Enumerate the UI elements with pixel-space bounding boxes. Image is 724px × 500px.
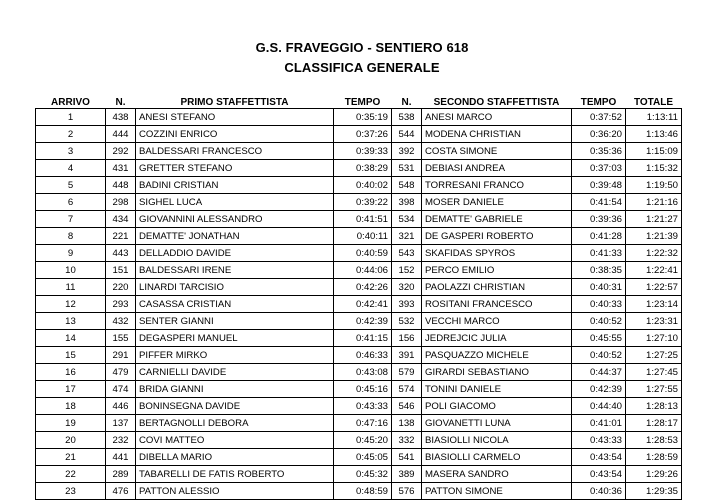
arrivo-cell: 1 [36, 109, 106, 126]
arrivo-cell: 2 [36, 126, 106, 143]
secondo-name-cell: TONINI DANIELE [422, 381, 572, 398]
totale-cell: 1:27:25 [626, 347, 682, 364]
totale-cell: 1:27:55 [626, 381, 682, 398]
tempo-secondo-cell: 0:39:36 [572, 211, 626, 228]
tempo-primo-cell: 0:39:33 [334, 143, 392, 160]
bib-number-cell: 289 [106, 466, 136, 483]
arrivo-cell: 3 [36, 143, 106, 160]
secondo-name-cell: ROSITANI FRANCESCO [422, 296, 572, 313]
primo-name-cell: GRETTER STEFANO [136, 160, 334, 177]
table-row [36, 211, 682, 228]
header-arrivo: ARRIVO [51, 97, 90, 108]
secondo-name-cell: JEDREJCIC JULIA [422, 330, 572, 347]
table-row [36, 313, 682, 330]
arrivo-cell: 7 [36, 211, 106, 228]
tempo-primo-cell: 0:44:06 [334, 262, 392, 279]
primo-name-cell: PATTON ALESSIO [136, 483, 334, 500]
totale-cell: 1:27:10 [626, 330, 682, 347]
tempo-secondo-cell: 0:40:52 [572, 313, 626, 330]
tempo-primo-cell: 0:40:02 [334, 177, 392, 194]
secondo-name-cell: DE GASPERI ROBERTO [422, 228, 572, 245]
bib-number-cell: 432 [106, 313, 136, 330]
primo-name-cell: BONINSEGNA DAVIDE [136, 398, 334, 415]
document-title: G.S. FRAVEGGIO - SENTIERO 618 [255, 40, 469, 55]
secondo-name-cell: GIRARDI SEBASTIANO [422, 364, 572, 381]
bib-number-cell: 531 [392, 160, 422, 177]
bib-number-cell: 232 [106, 432, 136, 449]
totale-cell: 1:13:11 [626, 109, 682, 126]
table-row [36, 262, 682, 279]
bib-number-cell: 389 [392, 466, 422, 483]
totale-cell: 1:28:59 [626, 449, 682, 466]
primo-name-cell: PIFFER MIRKO [136, 347, 334, 364]
bib-number-cell: 548 [392, 177, 422, 194]
table-header-row [36, 94, 682, 109]
bib-number-cell: 320 [392, 279, 422, 296]
tempo-primo-cell: 0:45:20 [334, 432, 392, 449]
header-tempo-2: TEMPO [580, 97, 617, 108]
tempo-secondo-cell: 0:41:54 [572, 194, 626, 211]
tempo-primo-cell: 0:40:59 [334, 245, 392, 262]
tempo-secondo-cell: 0:41:33 [572, 245, 626, 262]
bib-number-cell: 156 [392, 330, 422, 347]
primo-name-cell: LINARDI TARCISIO [136, 279, 334, 296]
arrivo-cell: 4 [36, 160, 106, 177]
tempo-secondo-cell: 0:40:36 [572, 483, 626, 500]
arrivo-cell: 9 [36, 245, 106, 262]
tempo-primo-cell: 0:38:29 [334, 160, 392, 177]
table-row [36, 279, 682, 296]
bib-number-cell: 574 [392, 381, 422, 398]
totale-cell: 1:22:32 [626, 245, 682, 262]
bib-number-cell: 398 [392, 194, 422, 211]
arrivo-cell: 19 [36, 415, 106, 432]
table-row [36, 466, 682, 483]
secondo-name-cell: BIASIOLLI CARMELO [422, 449, 572, 466]
tempo-secondo-cell: 0:37:03 [572, 160, 626, 177]
tempo-secondo-cell: 0:43:33 [572, 432, 626, 449]
totale-cell: 1:21:27 [626, 211, 682, 228]
tempo-primo-cell: 0:42:39 [334, 313, 392, 330]
bib-number-cell: 298 [106, 194, 136, 211]
tempo-primo-cell: 0:39:22 [334, 194, 392, 211]
totale-cell: 1:21:39 [626, 228, 682, 245]
bib-number-cell: 534 [392, 211, 422, 228]
bib-number-cell: 474 [106, 381, 136, 398]
tempo-secondo-cell: 0:40:33 [572, 296, 626, 313]
tempo-secondo-cell: 0:45:55 [572, 330, 626, 347]
bib-number-cell: 476 [106, 483, 136, 500]
tempo-primo-cell: 0:47:16 [334, 415, 392, 432]
arrivo-cell: 16 [36, 364, 106, 381]
secondo-name-cell: VECCHI MARCO [422, 313, 572, 330]
table-row [36, 415, 682, 432]
totale-cell: 1:22:41 [626, 262, 682, 279]
secondo-name-cell: GIOVANETTI LUNA [422, 415, 572, 432]
tempo-primo-cell: 0:35:19 [334, 109, 392, 126]
totale-cell: 1:27:45 [626, 364, 682, 381]
arrivo-cell: 17 [36, 381, 106, 398]
bib-number-cell: 448 [106, 177, 136, 194]
bib-number-cell: 544 [392, 126, 422, 143]
bib-number-cell: 479 [106, 364, 136, 381]
totale-cell: 1:21:16 [626, 194, 682, 211]
secondo-name-cell: COSTA SIMONE [422, 143, 572, 160]
table-row [36, 177, 682, 194]
totale-cell: 1:29:26 [626, 466, 682, 483]
secondo-name-cell: SKAFIDAS SPYROS [422, 245, 572, 262]
arrivo-cell: 14 [36, 330, 106, 347]
secondo-name-cell: PERCO EMILIO [422, 262, 572, 279]
tempo-primo-cell: 0:41:15 [334, 330, 392, 347]
primo-name-cell: TABARELLI DE FATIS ROBERTO [136, 466, 334, 483]
results-table [35, 94, 682, 500]
bib-number-cell: 152 [392, 262, 422, 279]
tempo-secondo-cell: 0:40:31 [572, 279, 626, 296]
tempo-secondo-cell: 0:43:54 [572, 449, 626, 466]
totale-cell: 1:28:17 [626, 415, 682, 432]
arrivo-cell: 10 [36, 262, 106, 279]
header-tempo-1: TEMPO [344, 97, 381, 108]
bib-number-cell: 438 [106, 109, 136, 126]
primo-name-cell: SENTER GIANNI [136, 313, 334, 330]
arrivo-cell: 23 [36, 483, 106, 500]
document-subtitle: CLASSIFICA GENERALE [284, 60, 440, 75]
arrivo-cell: 18 [36, 398, 106, 415]
totale-cell: 1:28:53 [626, 432, 682, 449]
tempo-primo-cell: 0:45:16 [334, 381, 392, 398]
table-row [36, 330, 682, 347]
tempo-secondo-cell: 0:42:39 [572, 381, 626, 398]
secondo-name-cell: MODENA CHRISTIAN [422, 126, 572, 143]
primo-name-cell: BALDESSARI FRANCESCO [136, 143, 334, 160]
bib-number-cell: 546 [392, 398, 422, 415]
secondo-name-cell: PASQUAZZO MICHELE [422, 347, 572, 364]
totale-cell: 1:23:14 [626, 296, 682, 313]
primo-name-cell: DEMATTE' JONATHAN [136, 228, 334, 245]
arrivo-cell: 12 [36, 296, 106, 313]
table-body [36, 109, 682, 500]
primo-name-cell: BALDESSARI IRENE [136, 262, 334, 279]
table-row [36, 143, 682, 160]
bib-number-cell: 293 [106, 296, 136, 313]
tempo-primo-cell: 0:43:33 [334, 398, 392, 415]
tempo-secondo-cell: 0:39:48 [572, 177, 626, 194]
arrivo-cell: 8 [36, 228, 106, 245]
tempo-secondo-cell: 0:41:28 [572, 228, 626, 245]
tempo-primo-cell: 0:45:32 [334, 466, 392, 483]
header-number-1: N. [115, 97, 126, 108]
secondo-name-cell: DEBIASI ANDREA [422, 160, 572, 177]
tempo-secondo-cell: 0:44:37 [572, 364, 626, 381]
arrivo-cell: 13 [36, 313, 106, 330]
table-row [36, 432, 682, 449]
bib-number-cell: 291 [106, 347, 136, 364]
secondo-name-cell: MOSER DANIELE [422, 194, 572, 211]
tempo-primo-cell: 0:46:33 [334, 347, 392, 364]
table-row [36, 296, 682, 313]
secondo-name-cell: MASERA SANDRO [422, 466, 572, 483]
secondo-name-cell: TORRESANI FRANCO [422, 177, 572, 194]
primo-name-cell: BRIDA GIANNI [136, 381, 334, 398]
header-primo-staffettista: PRIMO STAFFETTISTA [180, 97, 289, 108]
table-row [36, 449, 682, 466]
bib-number-cell: 532 [392, 313, 422, 330]
secondo-name-cell: DEMATTE' GABRIELE [422, 211, 572, 228]
table-row [36, 347, 682, 364]
bib-number-cell: 538 [392, 109, 422, 126]
totale-cell: 1:29:35 [626, 483, 682, 500]
bib-number-cell: 444 [106, 126, 136, 143]
secondo-name-cell: BIASIOLLI NICOLA [422, 432, 572, 449]
primo-name-cell: ANESI STEFANO [136, 109, 334, 126]
bib-number-cell: 441 [106, 449, 136, 466]
arrivo-cell: 15 [36, 347, 106, 364]
arrivo-cell: 11 [36, 279, 106, 296]
tempo-secondo-cell: 0:40:52 [572, 347, 626, 364]
bib-number-cell: 138 [392, 415, 422, 432]
arrivo-cell: 20 [36, 432, 106, 449]
table-row [36, 381, 682, 398]
totale-cell: 1:19:50 [626, 177, 682, 194]
secondo-name-cell: POLI GIACOMO [422, 398, 572, 415]
tempo-primo-cell: 0:45:05 [334, 449, 392, 466]
primo-name-cell: DEGASPERI MANUEL [136, 330, 334, 347]
header-number-2: N. [401, 97, 412, 108]
table-row [36, 194, 682, 211]
tempo-secondo-cell: 0:41:01 [572, 415, 626, 432]
totale-cell: 1:15:09 [626, 143, 682, 160]
bib-number-cell: 332 [392, 432, 422, 449]
primo-name-cell: CASASSA CRISTIAN [136, 296, 334, 313]
tempo-primo-cell: 0:42:41 [334, 296, 392, 313]
arrivo-cell: 21 [36, 449, 106, 466]
bib-number-cell: 543 [392, 245, 422, 262]
arrivo-cell: 22 [36, 466, 106, 483]
totale-cell: 1:23:31 [626, 313, 682, 330]
table-row [36, 126, 682, 143]
bib-number-cell: 155 [106, 330, 136, 347]
bib-number-cell: 391 [392, 347, 422, 364]
bib-number-cell: 576 [392, 483, 422, 500]
tempo-primo-cell: 0:41:51 [334, 211, 392, 228]
bib-number-cell: 292 [106, 143, 136, 160]
bib-number-cell: 221 [106, 228, 136, 245]
bib-number-cell: 393 [392, 296, 422, 313]
bib-number-cell: 151 [106, 262, 136, 279]
header-secondo-staffettista: SECONDO STAFFETTISTA [433, 97, 560, 108]
tempo-secondo-cell: 0:38:35 [572, 262, 626, 279]
primo-name-cell: DIBELLA MARIO [136, 449, 334, 466]
secondo-name-cell: PATTON SIMONE [422, 483, 572, 500]
primo-name-cell: BERTAGNOLLI DEBORA [136, 415, 334, 432]
bib-number-cell: 431 [106, 160, 136, 177]
primo-name-cell: COVI MATTEO [136, 432, 334, 449]
primo-name-cell: BADINI CRISTIAN [136, 177, 334, 194]
bib-number-cell: 434 [106, 211, 136, 228]
primo-name-cell: COZZINI ENRICO [136, 126, 334, 143]
tempo-secondo-cell: 0:37:52 [572, 109, 626, 126]
table-row [36, 398, 682, 415]
arrivo-cell: 5 [36, 177, 106, 194]
table-row [36, 364, 682, 381]
tempo-primo-cell: 0:43:08 [334, 364, 392, 381]
bib-number-cell: 443 [106, 245, 136, 262]
tempo-secondo-cell: 0:35:36 [572, 143, 626, 160]
bib-number-cell: 446 [106, 398, 136, 415]
bib-number-cell: 541 [392, 449, 422, 466]
bib-number-cell: 392 [392, 143, 422, 160]
tempo-secondo-cell: 0:44:40 [572, 398, 626, 415]
totale-cell: 1:28:13 [626, 398, 682, 415]
table-row [36, 109, 682, 126]
table-row [36, 483, 682, 500]
table-row [36, 228, 682, 245]
bib-number-cell: 321 [392, 228, 422, 245]
arrivo-cell: 6 [36, 194, 106, 211]
totale-cell: 1:22:57 [626, 279, 682, 296]
primo-name-cell: SIGHEL LUCA [136, 194, 334, 211]
totale-cell: 1:13:46 [626, 126, 682, 143]
tempo-secondo-cell: 0:36:20 [572, 126, 626, 143]
primo-name-cell: DELLADDIO DAVIDE [136, 245, 334, 262]
table-row [36, 245, 682, 262]
primo-name-cell: GIOVANNINI ALESSANDRO [136, 211, 334, 228]
secondo-name-cell: ANESI MARCO [422, 109, 572, 126]
bib-number-cell: 579 [392, 364, 422, 381]
totale-cell: 1:15:32 [626, 160, 682, 177]
tempo-primo-cell: 0:48:59 [334, 483, 392, 500]
tempo-primo-cell: 0:37:26 [334, 126, 392, 143]
tempo-secondo-cell: 0:43:54 [572, 466, 626, 483]
primo-name-cell: CARNIELLI DAVIDE [136, 364, 334, 381]
secondo-name-cell: PAOLAZZI CHRISTIAN [422, 279, 572, 296]
bib-number-cell: 220 [106, 279, 136, 296]
tempo-primo-cell: 0:42:26 [334, 279, 392, 296]
bib-number-cell: 137 [106, 415, 136, 432]
table-row [36, 160, 682, 177]
tempo-primo-cell: 0:40:11 [334, 228, 392, 245]
header-totale: TOTALE [633, 97, 674, 108]
